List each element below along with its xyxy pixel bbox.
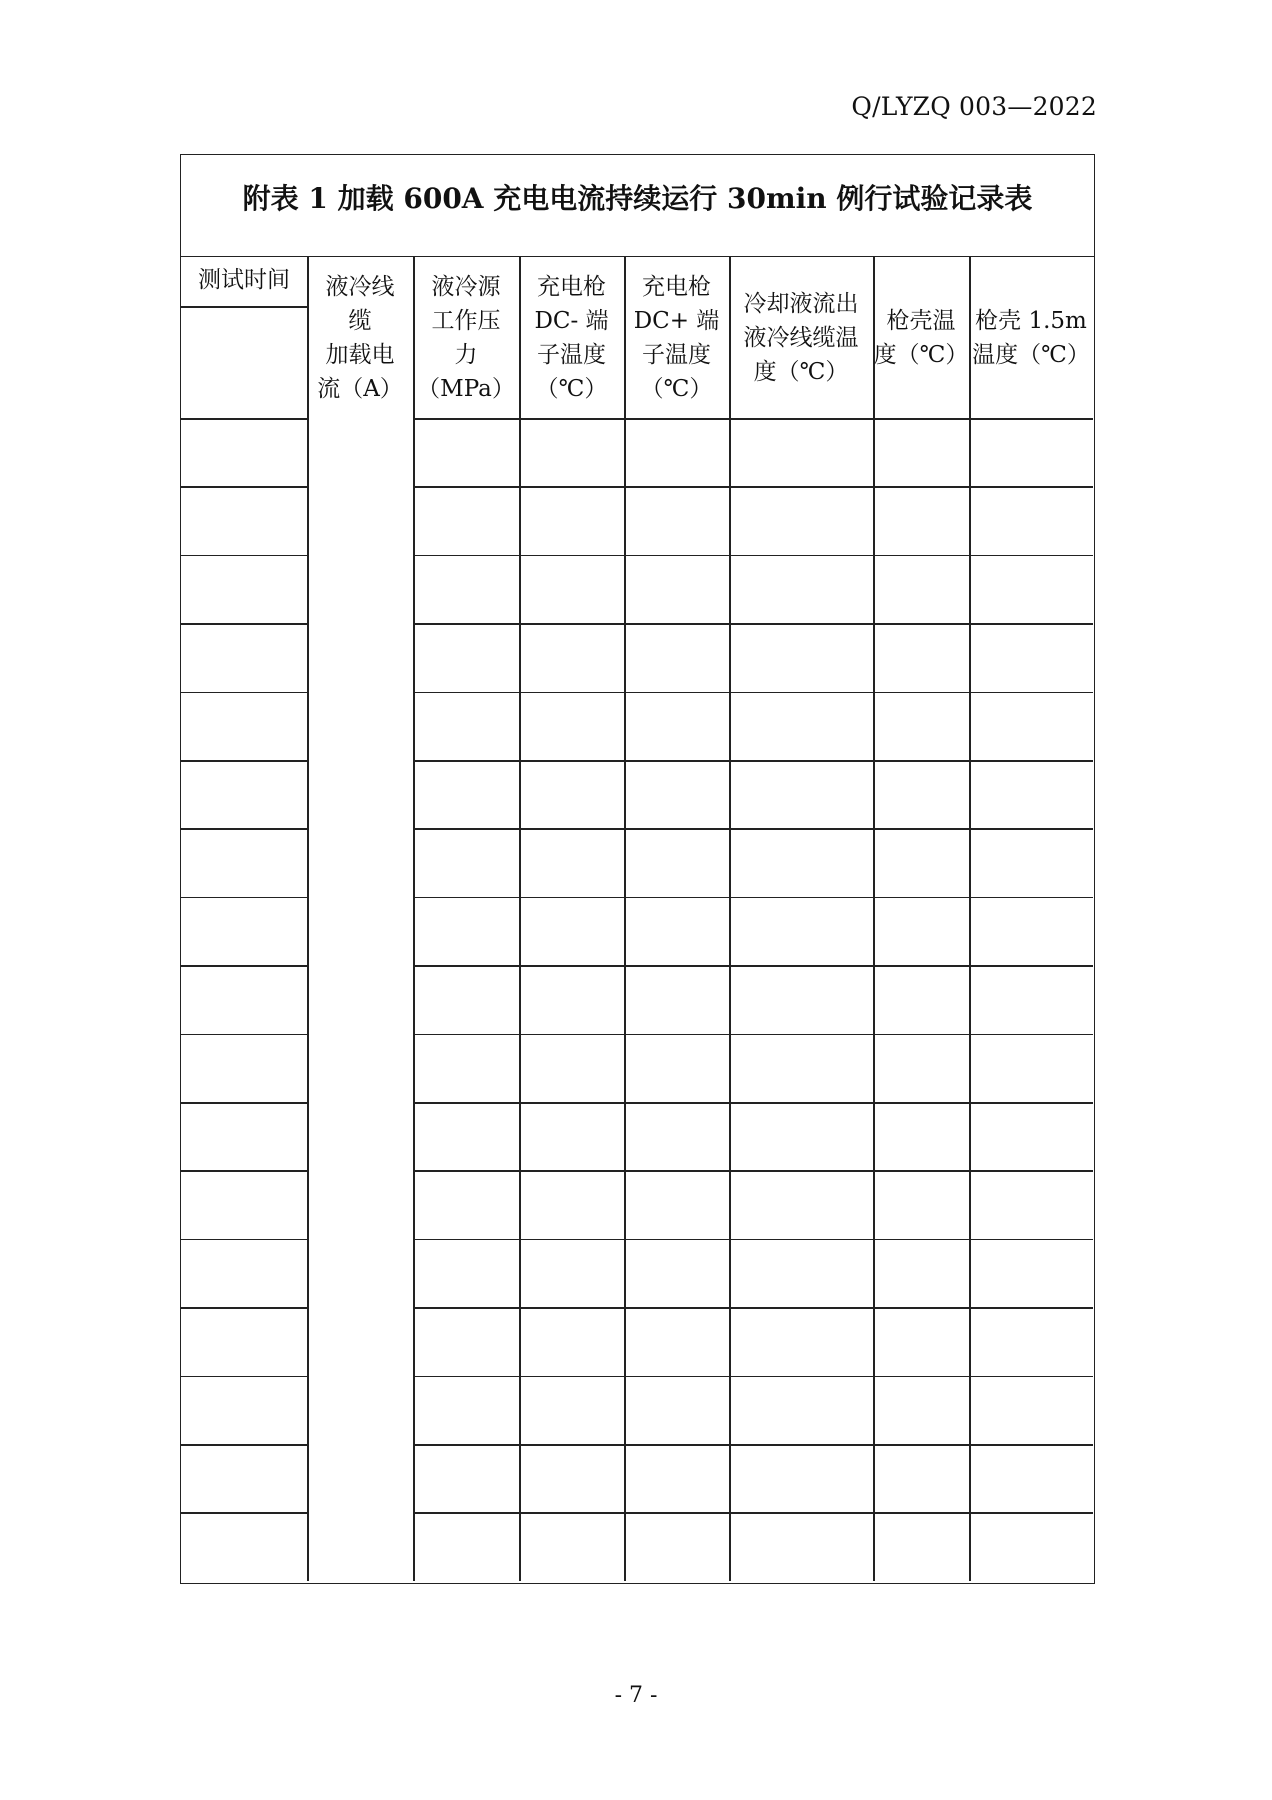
column-header-line: 工作压	[431, 307, 501, 334]
column-header-line: 充电枪	[537, 273, 606, 300]
header-bottom-line	[181, 418, 307, 420]
row-divider	[413, 965, 1093, 967]
header-subdivider	[181, 306, 307, 308]
row-divider	[413, 897, 1093, 899]
column-divider	[969, 257, 971, 1581]
row-divider	[413, 486, 1093, 488]
column-header-line: 温度（℃）	[972, 341, 1090, 368]
column-header-line: 液冷线缆温	[743, 324, 859, 351]
row-divider	[181, 1102, 307, 1104]
row-divider	[181, 828, 307, 830]
row-divider	[413, 692, 1093, 694]
row-divider	[181, 897, 307, 899]
column-header-line: 度（℃）	[753, 358, 849, 385]
row-divider	[413, 1034, 1093, 1036]
column-header-line: 充电枪	[642, 273, 711, 300]
test-record-table	[180, 154, 1095, 1584]
row-divider	[181, 555, 307, 557]
column-header-line: 缆	[348, 307, 372, 334]
document-code: Q/LYZQ 003—2022	[851, 92, 1097, 121]
row-divider	[181, 1512, 307, 1514]
column-header-line: 流（A）	[317, 375, 403, 402]
row-divider	[181, 1444, 307, 1446]
column-header-line: 力	[454, 341, 478, 368]
column-header-line: 枪壳 1.5m	[975, 307, 1087, 334]
column-divider	[413, 257, 415, 1581]
column-header-line: 子温度	[642, 341, 711, 368]
column-divider	[519, 257, 521, 1581]
column-header-line: 子温度	[537, 341, 606, 368]
page-number: - 7 -	[614, 1683, 658, 1708]
row-divider	[413, 1307, 1093, 1309]
column-header	[969, 304, 1093, 372]
column-header	[307, 270, 413, 406]
row-divider	[181, 1170, 307, 1172]
column-header	[181, 263, 307, 297]
column-header	[729, 287, 873, 389]
column-header-line: DC- 端	[534, 307, 609, 334]
row-divider	[181, 486, 307, 488]
row-divider	[413, 1376, 1093, 1378]
row-divider	[413, 1102, 1093, 1104]
column-header-line: 测试时间	[198, 267, 290, 293]
column-header-line: DC+ 端	[633, 307, 720, 334]
row-divider	[413, 1444, 1093, 1446]
table-title: 附表 1 加载 600A 充电电流持续运行 30min 例行试验记录表	[181, 155, 1094, 257]
row-divider	[181, 692, 307, 694]
row-divider	[413, 623, 1093, 625]
row-divider	[181, 1376, 307, 1378]
row-divider	[413, 1512, 1093, 1514]
row-divider	[413, 1170, 1093, 1172]
column-header-line: 度（℃）	[873, 341, 969, 368]
column-header-line: 液冷源	[431, 273, 501, 300]
header-bottom-line	[413, 418, 1093, 420]
column-divider	[624, 257, 626, 1581]
column-header	[873, 304, 969, 372]
row-divider	[413, 760, 1093, 762]
column-header	[519, 270, 624, 406]
column-header-line: 冷却液流出	[743, 290, 859, 317]
column-header	[624, 270, 729, 406]
column-header-line: 枪壳温	[886, 307, 956, 334]
row-divider	[181, 1034, 307, 1036]
column-divider	[729, 257, 731, 1581]
column-header	[413, 270, 519, 406]
column-header-line: （MPa）	[417, 375, 515, 402]
row-divider	[181, 965, 307, 967]
row-divider	[413, 828, 1093, 830]
row-divider	[181, 760, 307, 762]
row-divider	[413, 1239, 1093, 1241]
column-divider	[873, 257, 875, 1581]
column-divider	[307, 257, 309, 1581]
column-header-line: 液冷线	[325, 273, 395, 300]
column-header-line: 加载电	[325, 341, 395, 368]
row-divider	[181, 623, 307, 625]
row-divider	[413, 555, 1093, 557]
column-header-line: （℃）	[640, 375, 713, 402]
row-divider	[181, 1307, 307, 1309]
column-header-line: （℃）	[535, 375, 608, 402]
row-divider	[181, 1239, 307, 1241]
